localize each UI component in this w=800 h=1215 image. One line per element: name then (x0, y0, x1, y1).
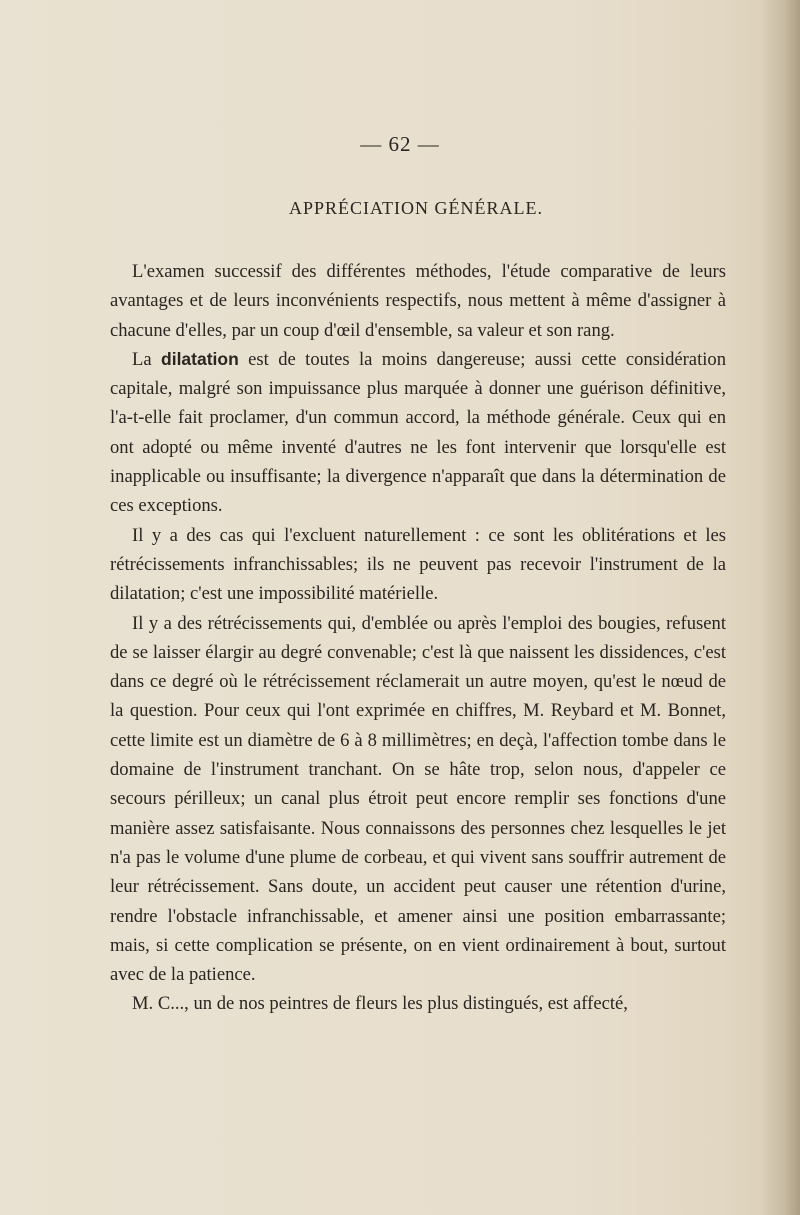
paragraph-2 (110, 345, 726, 521)
page-edge-shadow (760, 0, 800, 1215)
paragraph-2-lead: La (132, 348, 152, 370)
paragraph-1: L'examen successif des différentes méthodes, l'étude comparative de leurs avantages et de leurs inconvénients respectifs, nous mettent à même d'assigner à chacune d'elles, par un coup d'œil d'ensemble, sa valeur et son rang. (110, 261, 726, 341)
paragraph-4: Il y a des rétrécissements qui, d'emblée ou après l'emploi des bougies, refusent de se laisser élargir au degré convenable; c'est là que naissent les dissidences, c'est dans ce degré où le rétrécissement réclamerait un autre moyen, qu'est le nœud de la question. Pour ceux qui l'ont exprimée en chiffres, M. Reybard et M. Bonnet, cette limite est un diamètre de 6 à 8 millimètres; en deçà, l'affection tombe dans le domaine de l'instrument tranchant. On se hâte trop, selon nous, d'appeler ce secours périlleux; un canal plus étroit peut encore remplir ses fonctions d'une manière assez satisfaisante. Nous connaissons des personnes chez lesquelles le jet n'a pas le volume d'une plume de corbeau, et qui vivent sans souffrir autrement de leur rétrécissement. Sans doute, un accident peut causer une rétention d'urine, rendre l'obstacle infranchissable, et amener ainsi une position embarrassante; mais, si cette complication se présente, on en vient ordinairement à bout, surtout avec de la patience. (110, 612, 726, 986)
paragraph-2-text: est de toutes la moins dangereuse; aussi cette considération capitale, malgré son impuissance plus marquée à donner une guérison définitive, l'a-t-elle fait proclamer, d'un commun accord, la méthode générale. Ceux qui en ont adopté ou même inventé d'autres ne les font intervenir que lorsqu'elle est inapplicable ou insuffisante; la divergence n'apparaît que dans la détermination de ces exceptions. (110, 348, 726, 517)
page-number: — 62 — (360, 132, 440, 156)
paragraph-5: M. C..., un de nos peintres de fleurs les plus distingués, est affecté, (132, 993, 628, 1015)
body-text (110, 257, 726, 1019)
section-title: APPRÉCIATION GÉNÉRALE. (289, 198, 543, 218)
paragraph-3: Il y a des cas qui l'excluent naturellement : ce sont les oblitérations et les rétrécissements infranchissables; ils ne peuvent pas recevoir l'instrument de la dilatation; c'est une impossibilité matérielle. (110, 524, 726, 605)
emphasis-dilatation: dilatation (161, 348, 239, 369)
